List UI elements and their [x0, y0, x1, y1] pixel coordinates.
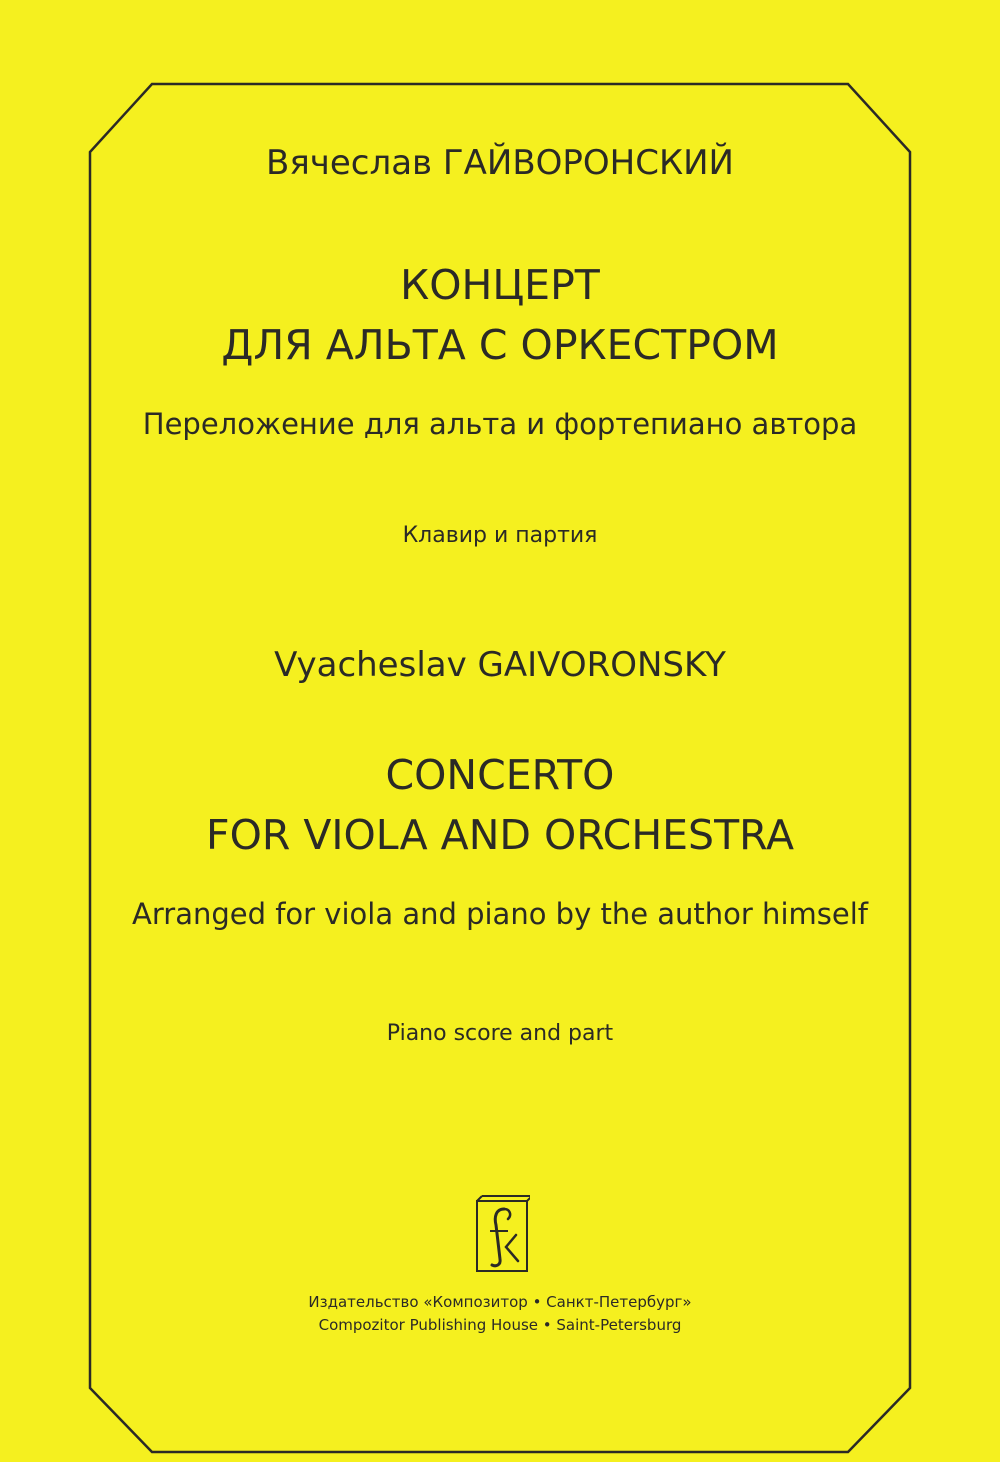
title-en-line-2: FOR VIOLA AND ORCHESTRA — [206, 811, 794, 859]
subtitle-ru: Переложение для альта и фортепиано автора — [142, 407, 858, 441]
subtitle-en: Arranged for viola and piano by the author himself — [132, 897, 868, 931]
author-name-en: Vyacheslav GAIVORONSKY — [274, 645, 726, 685]
publisher-line-ru: Издательство «Композитор • Санкт-Петербург» — [308, 1293, 692, 1311]
publisher-line-en: Compozitor Publishing House • Saint-Petersburg — [318, 1316, 682, 1334]
title-en-line-1: CONCERTO — [385, 751, 615, 799]
author-name-ru: Вячеслав ГАЙВОРОНСКИЙ — [266, 143, 734, 183]
title-ru-line-1: КОНЦЕРТ — [400, 261, 600, 309]
edition-note-en: Piano score and part — [386, 1021, 614, 1046]
publisher-logo-icon — [474, 1195, 530, 1273]
title-ru-line-2: ДЛЯ АЛЬТА С ОРКЕСТРОМ — [221, 321, 779, 369]
edition-note-ru: Клавир и партия — [402, 523, 598, 548]
